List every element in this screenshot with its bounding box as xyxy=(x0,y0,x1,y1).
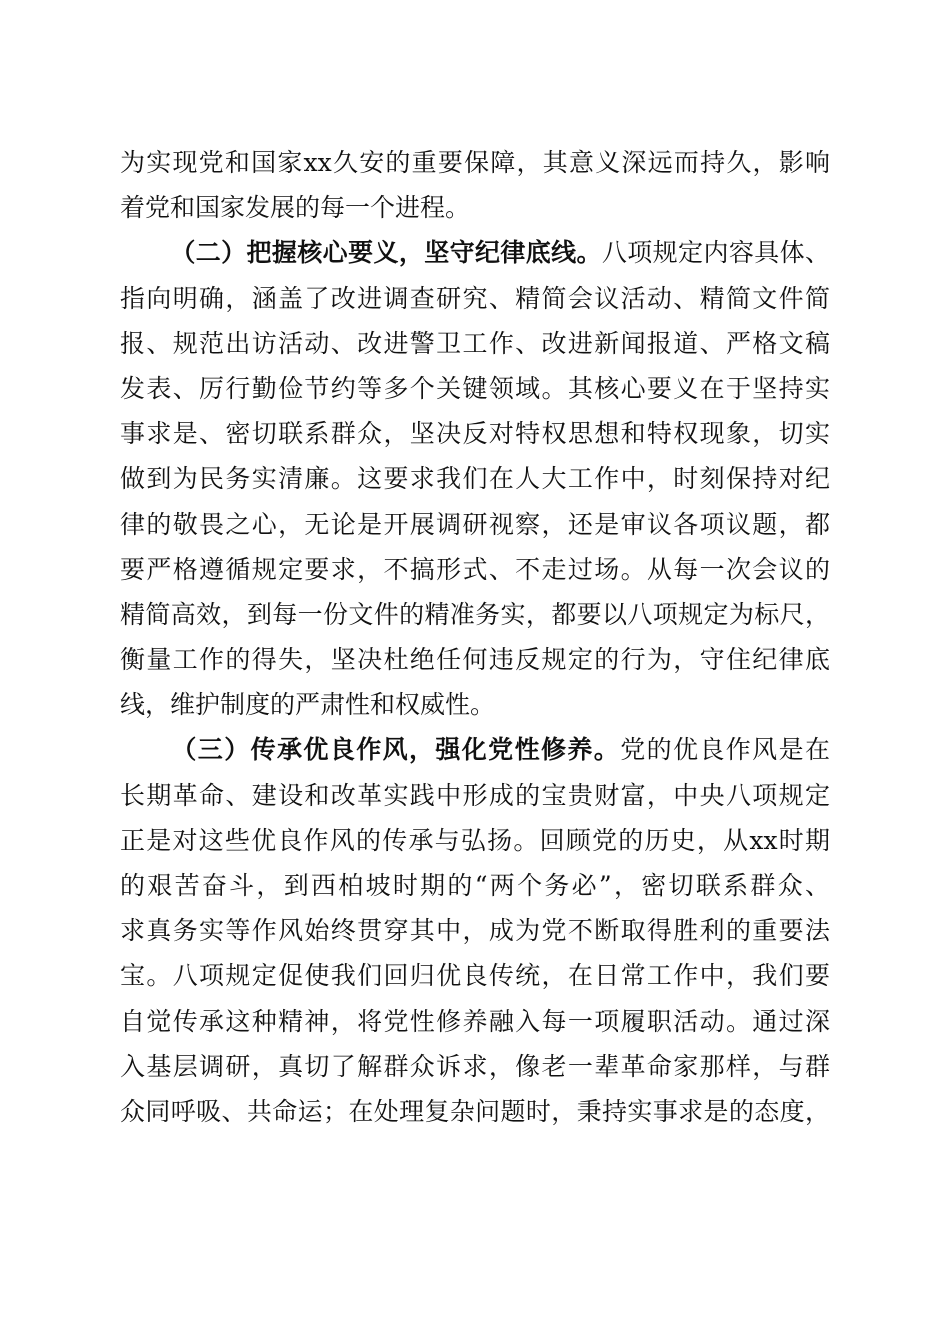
paragraph-3-line: 正是对这些优良作风的传承与弘扬。回顾党的历史，从xx时期 xyxy=(120,825,830,855)
paragraph-1-line-2: 着党和国家发展的每一个进程。 xyxy=(120,193,471,223)
paragraph-3-line: 长期革命、建设和改革实践中形成的宝贵财富，中央八项规定 xyxy=(120,780,830,810)
paragraph-2-line: 律的敬畏之心，无论是开展调研视察，还是审议各项议题，都 xyxy=(120,509,830,539)
section-heading-2: （二）把握核心要义，坚守纪律底线。 xyxy=(170,238,602,268)
paragraph-3-line: 宝。八项规定促使我们回归优良传统，在日常工作中，我们要 xyxy=(120,961,830,991)
paragraph-2-text-start: 八项规定内容具体、 xyxy=(601,238,830,268)
paragraph-2-line: 要严格遵循规定要求，不搞形式、不走过场。从每一次会议的 xyxy=(120,554,830,584)
paragraph-2-line: 线，维护制度的严肃性和权威性。 xyxy=(120,690,496,720)
paragraph-3-line: 求真务实等作风始终贯穿其中，成为党不断取得胜利的重要法 xyxy=(120,916,830,946)
paragraph-1-line-1: 为实现党和国家xx久安的重要保障，其意义深远而持久，影响 xyxy=(120,148,830,177)
paragraph-3-line: 自觉传承这种精神，将党性修养融入每一项履职活动。通过深 xyxy=(120,1006,830,1036)
paragraph-2-line: 做到为民务实清廉。这要求我们在人大工作中，时刻保持对纪 xyxy=(120,464,830,494)
paragraph-2-line: 事求是、密切联系群众，坚决反对特权思想和特权现象，切实 xyxy=(120,419,830,449)
paragraph-3-line-1 xyxy=(120,727,830,772)
paragraph-2-line: 精简高效，到每一份文件的精准务实，都要以八项规定为标尺， xyxy=(120,599,830,629)
document-body xyxy=(120,140,830,1134)
paragraph-3-line: 众同呼吸、共命运；在处理复杂问题时，秉持实事求是的态度， xyxy=(120,1096,830,1126)
paragraph-2-line: 指向明确，涵盖了改进调查研究、精简会议活动、精简文件简 xyxy=(120,283,830,313)
section-heading-3: （三）传承优良作风，强化党性修养。 xyxy=(170,735,621,765)
paragraph-2-line: 发表、厉行勤俭节约等多个关键领域。其核心要义在于坚持实 xyxy=(120,373,830,403)
paragraph-2-line-1 xyxy=(120,230,830,275)
paragraph-2-line: 报、规范出访活动、改进警卫工作、改进新闻报道、严格文稿 xyxy=(120,328,830,358)
paragraph-3-text-start: 党的优良作风是在 xyxy=(620,735,830,765)
paragraph-2-line: 衡量工作的得失，坚决杜绝任何违反规定的行为，守住纪律底 xyxy=(120,645,830,675)
paragraph-3-line: 入基层调研，真切了解群众诉求，像老一辈革命家那样，与群 xyxy=(120,1051,830,1081)
paragraph-3-line: 的艰苦奋斗，到西柏坡时期的“两个务必”，密切联系群众、 xyxy=(120,871,830,900)
